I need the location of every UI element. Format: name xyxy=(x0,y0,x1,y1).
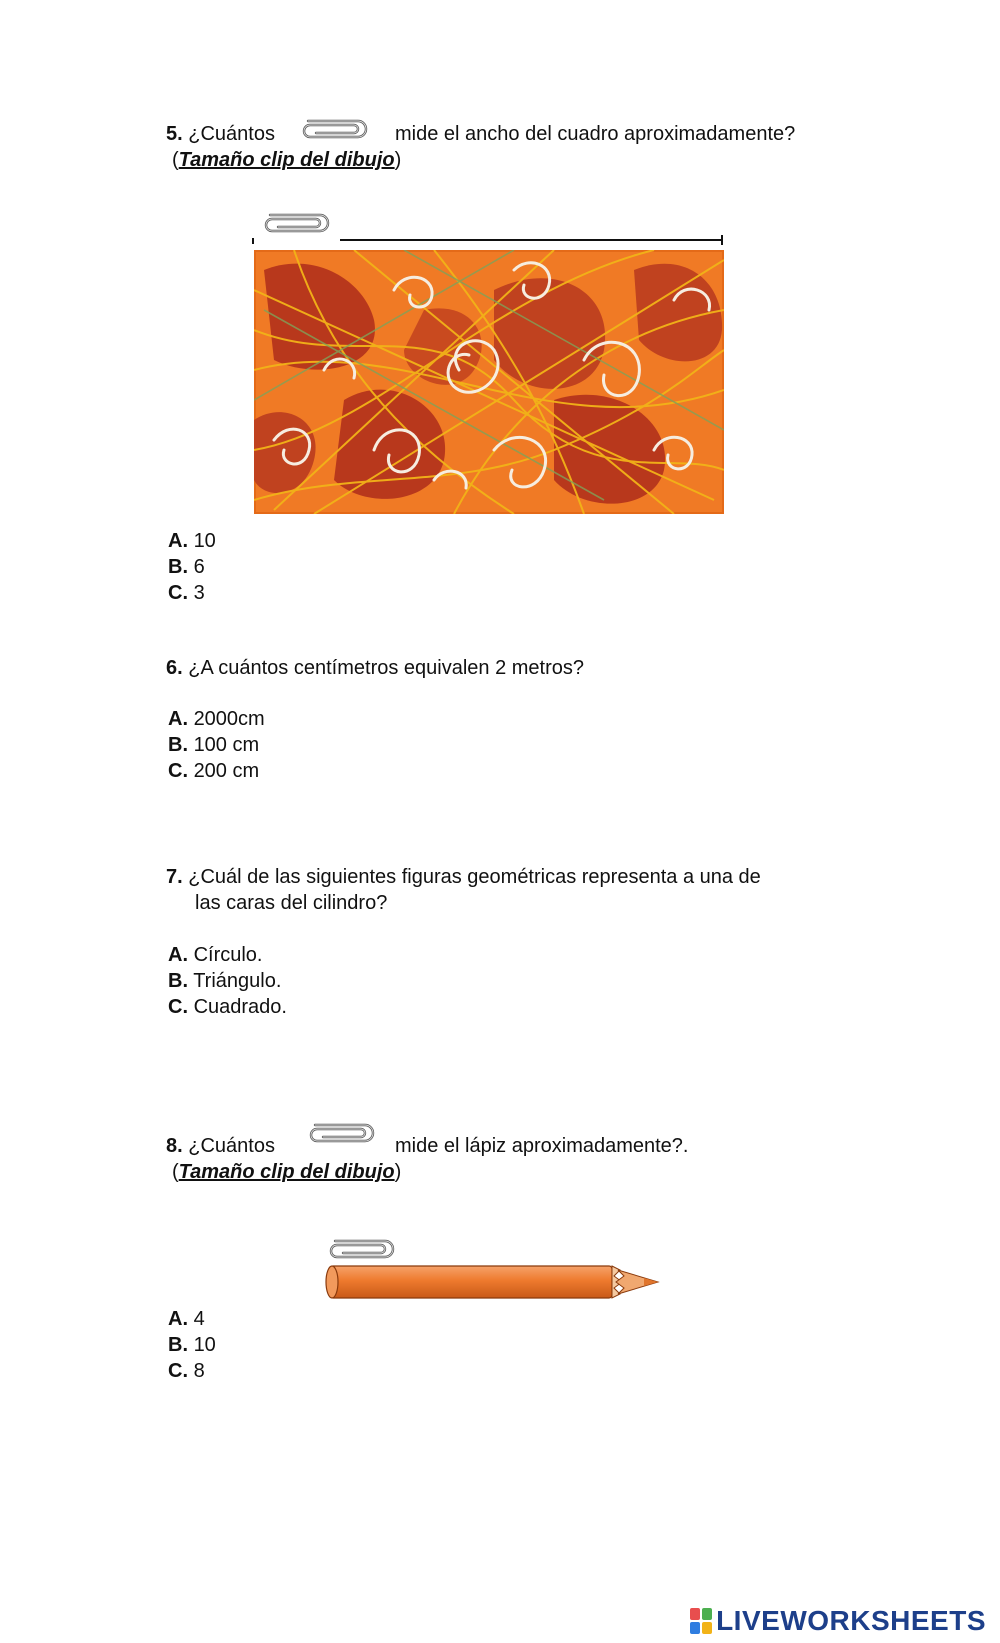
option-a[interactable] xyxy=(168,1306,205,1332)
option-text: 200 cm xyxy=(193,760,260,782)
option-letter: C. xyxy=(168,760,188,782)
note-paren-close: ) xyxy=(394,149,402,171)
question-number: 7. xyxy=(166,866,183,888)
option-text: 6 xyxy=(193,556,205,578)
option-text: 10 xyxy=(193,1334,216,1356)
liveworksheets-logo-icon xyxy=(690,1608,712,1634)
option-text: Círculo. xyxy=(193,944,263,966)
pencil-icon xyxy=(324,1262,664,1302)
option-text: 3 xyxy=(193,582,205,604)
question-number: 5. xyxy=(166,123,183,145)
option-c[interactable] xyxy=(168,758,259,784)
option-letter: A. xyxy=(168,1308,188,1330)
option-letter: B. xyxy=(168,1334,188,1356)
option-text: 4 xyxy=(193,1308,205,1330)
option-a[interactable] xyxy=(168,942,262,968)
question-6 xyxy=(166,655,584,681)
option-a[interactable] xyxy=(168,528,216,554)
question-8-note xyxy=(172,1159,401,1185)
option-letter: B. xyxy=(168,556,188,578)
question-8 xyxy=(166,1133,275,1159)
pattern-image xyxy=(254,250,724,514)
option-letter: C. xyxy=(168,1360,188,1382)
option-letter: A. xyxy=(168,944,188,966)
note-paren-close: ) xyxy=(394,1161,402,1183)
question-text-before: ¿Cuántos xyxy=(188,123,275,145)
question-number: 6. xyxy=(166,657,183,679)
option-c[interactable] xyxy=(168,1358,205,1384)
question-text-after: mide el lápiz aproximadamente?. xyxy=(395,1135,689,1157)
option-b[interactable] xyxy=(168,1332,216,1358)
option-text: Cuadrado. xyxy=(193,996,287,1018)
question-text-after: mide el ancho del cuadro aproximadamente? xyxy=(395,123,796,145)
option-text: Triángulo. xyxy=(193,970,282,992)
option-b[interactable] xyxy=(168,554,205,580)
option-letter: B. xyxy=(168,970,188,992)
option-a[interactable] xyxy=(168,706,265,732)
option-text: 10 xyxy=(193,530,216,552)
question-text-before: ¿Cuántos xyxy=(188,1135,275,1157)
option-text: 2000cm xyxy=(193,708,265,730)
question-text-line1: ¿Cuál de las siguientes figuras geométricas representa a una de xyxy=(188,866,761,888)
question-5-note xyxy=(172,147,401,173)
option-text: 100 cm xyxy=(193,734,260,756)
option-letter: C. xyxy=(168,996,188,1018)
liveworksheets-logo xyxy=(690,1605,986,1637)
note-paren-open: ( xyxy=(172,1161,179,1183)
option-b[interactable] xyxy=(168,732,259,758)
question-5 xyxy=(166,121,275,147)
paperclip-icon xyxy=(300,118,370,140)
note-text: Tamaño clip del dibujo xyxy=(178,1161,395,1183)
option-b[interactable] xyxy=(168,968,281,994)
option-letter: C. xyxy=(168,582,188,604)
paperclip-icon xyxy=(327,1238,397,1260)
note-text: Tamaño clip del dibujo xyxy=(178,149,395,171)
measure-line xyxy=(250,230,730,246)
option-letter: B. xyxy=(168,734,188,756)
question-8-text-after xyxy=(395,1133,689,1159)
option-c[interactable] xyxy=(168,994,287,1020)
option-letter: A. xyxy=(168,530,188,552)
question-7 xyxy=(166,864,761,890)
question-5-text-after xyxy=(395,121,795,147)
option-letter: A. xyxy=(168,708,188,730)
option-text: 8 xyxy=(193,1360,205,1382)
brand-text: LIVEWORKSHEETS xyxy=(716,1605,986,1636)
question-text-line2: las caras del cilindro? xyxy=(195,892,388,914)
paperclip-icon xyxy=(307,1122,377,1144)
question-7-line2 xyxy=(195,890,387,916)
question-text: ¿A cuántos centímetros equivalen 2 metros? xyxy=(188,657,585,679)
option-c[interactable] xyxy=(168,580,205,606)
question-number: 8. xyxy=(166,1135,183,1157)
note-paren-open: ( xyxy=(172,149,179,171)
